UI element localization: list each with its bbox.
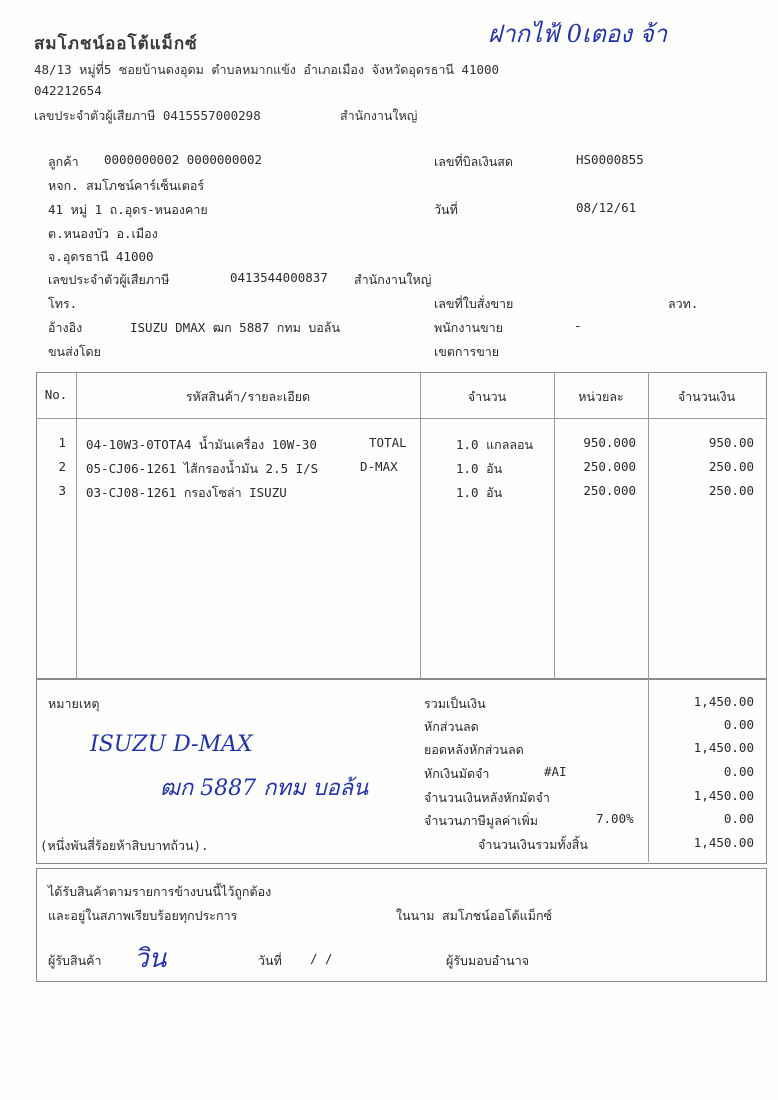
- header-amount: จำนวนเงิน: [677, 389, 736, 404]
- row-3-unit-price: 250.000: [583, 483, 636, 498]
- customer-branch: สำนักงานใหญ่: [354, 272, 432, 287]
- vat-rate: 7.00%: [596, 811, 634, 826]
- handwritten-remark-2: ฒก 5887 กทม บอล้น: [160, 776, 369, 801]
- customer-tax-id: 0413544000837: [230, 270, 328, 285]
- customer-tax-label: เลขประจำตัวผู้เสียภาษี: [48, 272, 170, 287]
- receiver-label: ผู้รับสินค้า: [48, 953, 102, 968]
- company-branch: สำนักงานใหญ่: [340, 108, 418, 123]
- handwritten-remark-1: ISUZU D-MAX: [90, 732, 253, 757]
- reference-value: ISUZU DMAX ฒก 5887 กทม บอล้น: [130, 320, 341, 335]
- authorized-label: ผู้รับมอบอำนาจ: [446, 953, 530, 968]
- sales-zone-label: เขตการขาย: [434, 344, 500, 359]
- customer-code: 0000000002 0000000002: [104, 152, 263, 167]
- customer-address-2: ต.หนองบัว อ.เมือง: [48, 226, 158, 241]
- handwritten-note: ฝากไฟ้ 0เตอง จ้า: [488, 20, 668, 48]
- date-label: วันที่: [434, 202, 458, 217]
- receiver-date-label: วันที่: [258, 953, 282, 968]
- after-discount-value: 1,450.00: [693, 740, 754, 755]
- header-quantity: จำนวน: [467, 389, 507, 404]
- company-name: สมโภชน์ออโต้แม็กซ์: [34, 34, 198, 54]
- header-no: No.: [44, 387, 68, 402]
- table-col-divider: [554, 372, 555, 678]
- receiver-signature: วิน: [134, 944, 167, 974]
- receiver-date-blank: / /: [310, 951, 333, 966]
- row-3-description: 03-CJ08-1261 กรองโซล่า ISUZU: [86, 485, 287, 500]
- deposit-code: #AI: [544, 764, 567, 779]
- receipt-line-1: ได้รับสินค้าตามรายการข้างบนนี้ไว้ถูกต้อง: [48, 884, 272, 899]
- ship-by-label: ขนส่งโดย: [48, 344, 101, 359]
- after-deposit-label: จำนวนเงินหลังหักมัดจำ: [424, 790, 550, 805]
- invoice-date: 08/12/61: [576, 200, 637, 215]
- table-col-divider: [420, 372, 421, 678]
- row-1-quantity: 1.0 แกลลอน: [456, 437, 534, 452]
- company-address: 48/13 หมู่ที่5 ซอยบ้านดงอุดม ตำบลหมากแข้ง อำเภอเมือง จังหวัดอุดรธานี 41000: [34, 62, 500, 77]
- receipt-line-2: และอยู่ในสภาพเรียบร้อยทุกประการ: [48, 908, 238, 923]
- row-1-description: 04-10W3-0TOTA4 น้ำมันเครื่อง 10W-30: [86, 437, 317, 452]
- row-1-unit-price: 950.000: [583, 435, 636, 450]
- row-1-extra: TOTAL: [369, 435, 407, 450]
- total-label: รวมเป็นเงิน: [424, 696, 486, 711]
- company-tax-id: เลขประจำตัวผู้เสียภาษี 0415557000298: [34, 108, 261, 123]
- discount-label: หักส่วนลด: [424, 719, 479, 734]
- deposit-value: 0.00: [723, 764, 754, 779]
- after-deposit-value: 1,450.00: [693, 788, 754, 803]
- bill-number-label: เลขที่บิลเงินสด: [434, 154, 513, 169]
- row-2-description: 05-CJ06-1261 ไส้กรองน้ำมัน 2.5 I/S: [86, 461, 319, 476]
- credit-label: ลวท.: [668, 296, 699, 311]
- customer-name: หจก. สมโภชน์คาร์เซ็นเตอร์: [48, 178, 205, 193]
- table-col-divider: [648, 372, 649, 678]
- row-3-amount: 250.00: [708, 483, 754, 498]
- discount-value: 0.00: [723, 717, 754, 732]
- reference-label: อ้างอิง: [48, 320, 83, 335]
- remarks-label: หมายเหตุ: [48, 696, 100, 711]
- row-1-no: 1: [58, 435, 66, 450]
- after-discount-label: ยอดหลังหักส่วนลด: [424, 742, 524, 757]
- company-phone: 042212654: [34, 83, 102, 98]
- customer-phone-label: โทร.: [48, 296, 78, 311]
- vat-label: จำนวนภาษีมูลค่าเพิ่ม: [424, 813, 538, 828]
- salesperson-value: -: [574, 318, 582, 333]
- grand-total-value: 1,450.00: [693, 835, 754, 850]
- total-value: 1,450.00: [693, 694, 754, 709]
- table-header-divider: [36, 418, 766, 419]
- sales-order-label: เลขที่ใบสั่งขาย: [434, 296, 514, 311]
- row-2-amount: 250.00: [708, 459, 754, 474]
- salesperson-label: พนักงานขาย: [434, 320, 503, 335]
- row-2-no: 2: [58, 459, 66, 474]
- deposit-label: หักเงินมัดจำ: [424, 766, 490, 781]
- row-2-extra: D-MAX: [360, 459, 398, 474]
- row-1-amount: 950.00: [708, 435, 754, 450]
- row-3-no: 3: [58, 483, 66, 498]
- customer-address-3: จ.อุดรธานี 41000: [48, 249, 154, 264]
- amount-in-words: (หนึ่งพันสี่ร้อยห้าสิบบาทถ้วน).: [40, 838, 209, 853]
- customer-code-label: ลูกค้า: [48, 154, 79, 169]
- row-2-quantity: 1.0 อัน: [456, 461, 503, 476]
- header-unit-price: หน่วยละ: [578, 389, 624, 404]
- row-3-quantity: 1.0 อัน: [456, 485, 503, 500]
- grand-total-label: จำนวนเงินรวมทั้งสิ้น: [478, 837, 588, 852]
- on-behalf-of: ในนาม สมโภชน์ออโต้แม็กซ์: [396, 908, 553, 923]
- row-2-unit-price: 250.000: [583, 459, 636, 474]
- customer-address-1: 41 หมู่ 1 ถ.อุดร-หนองคาย: [48, 202, 208, 217]
- table-col-divider: [76, 372, 77, 678]
- header-description: รหัสสินค้า/รายละเอียด: [185, 389, 311, 404]
- bill-number: HS0000855: [576, 152, 644, 167]
- vat-value: 0.00: [723, 811, 754, 826]
